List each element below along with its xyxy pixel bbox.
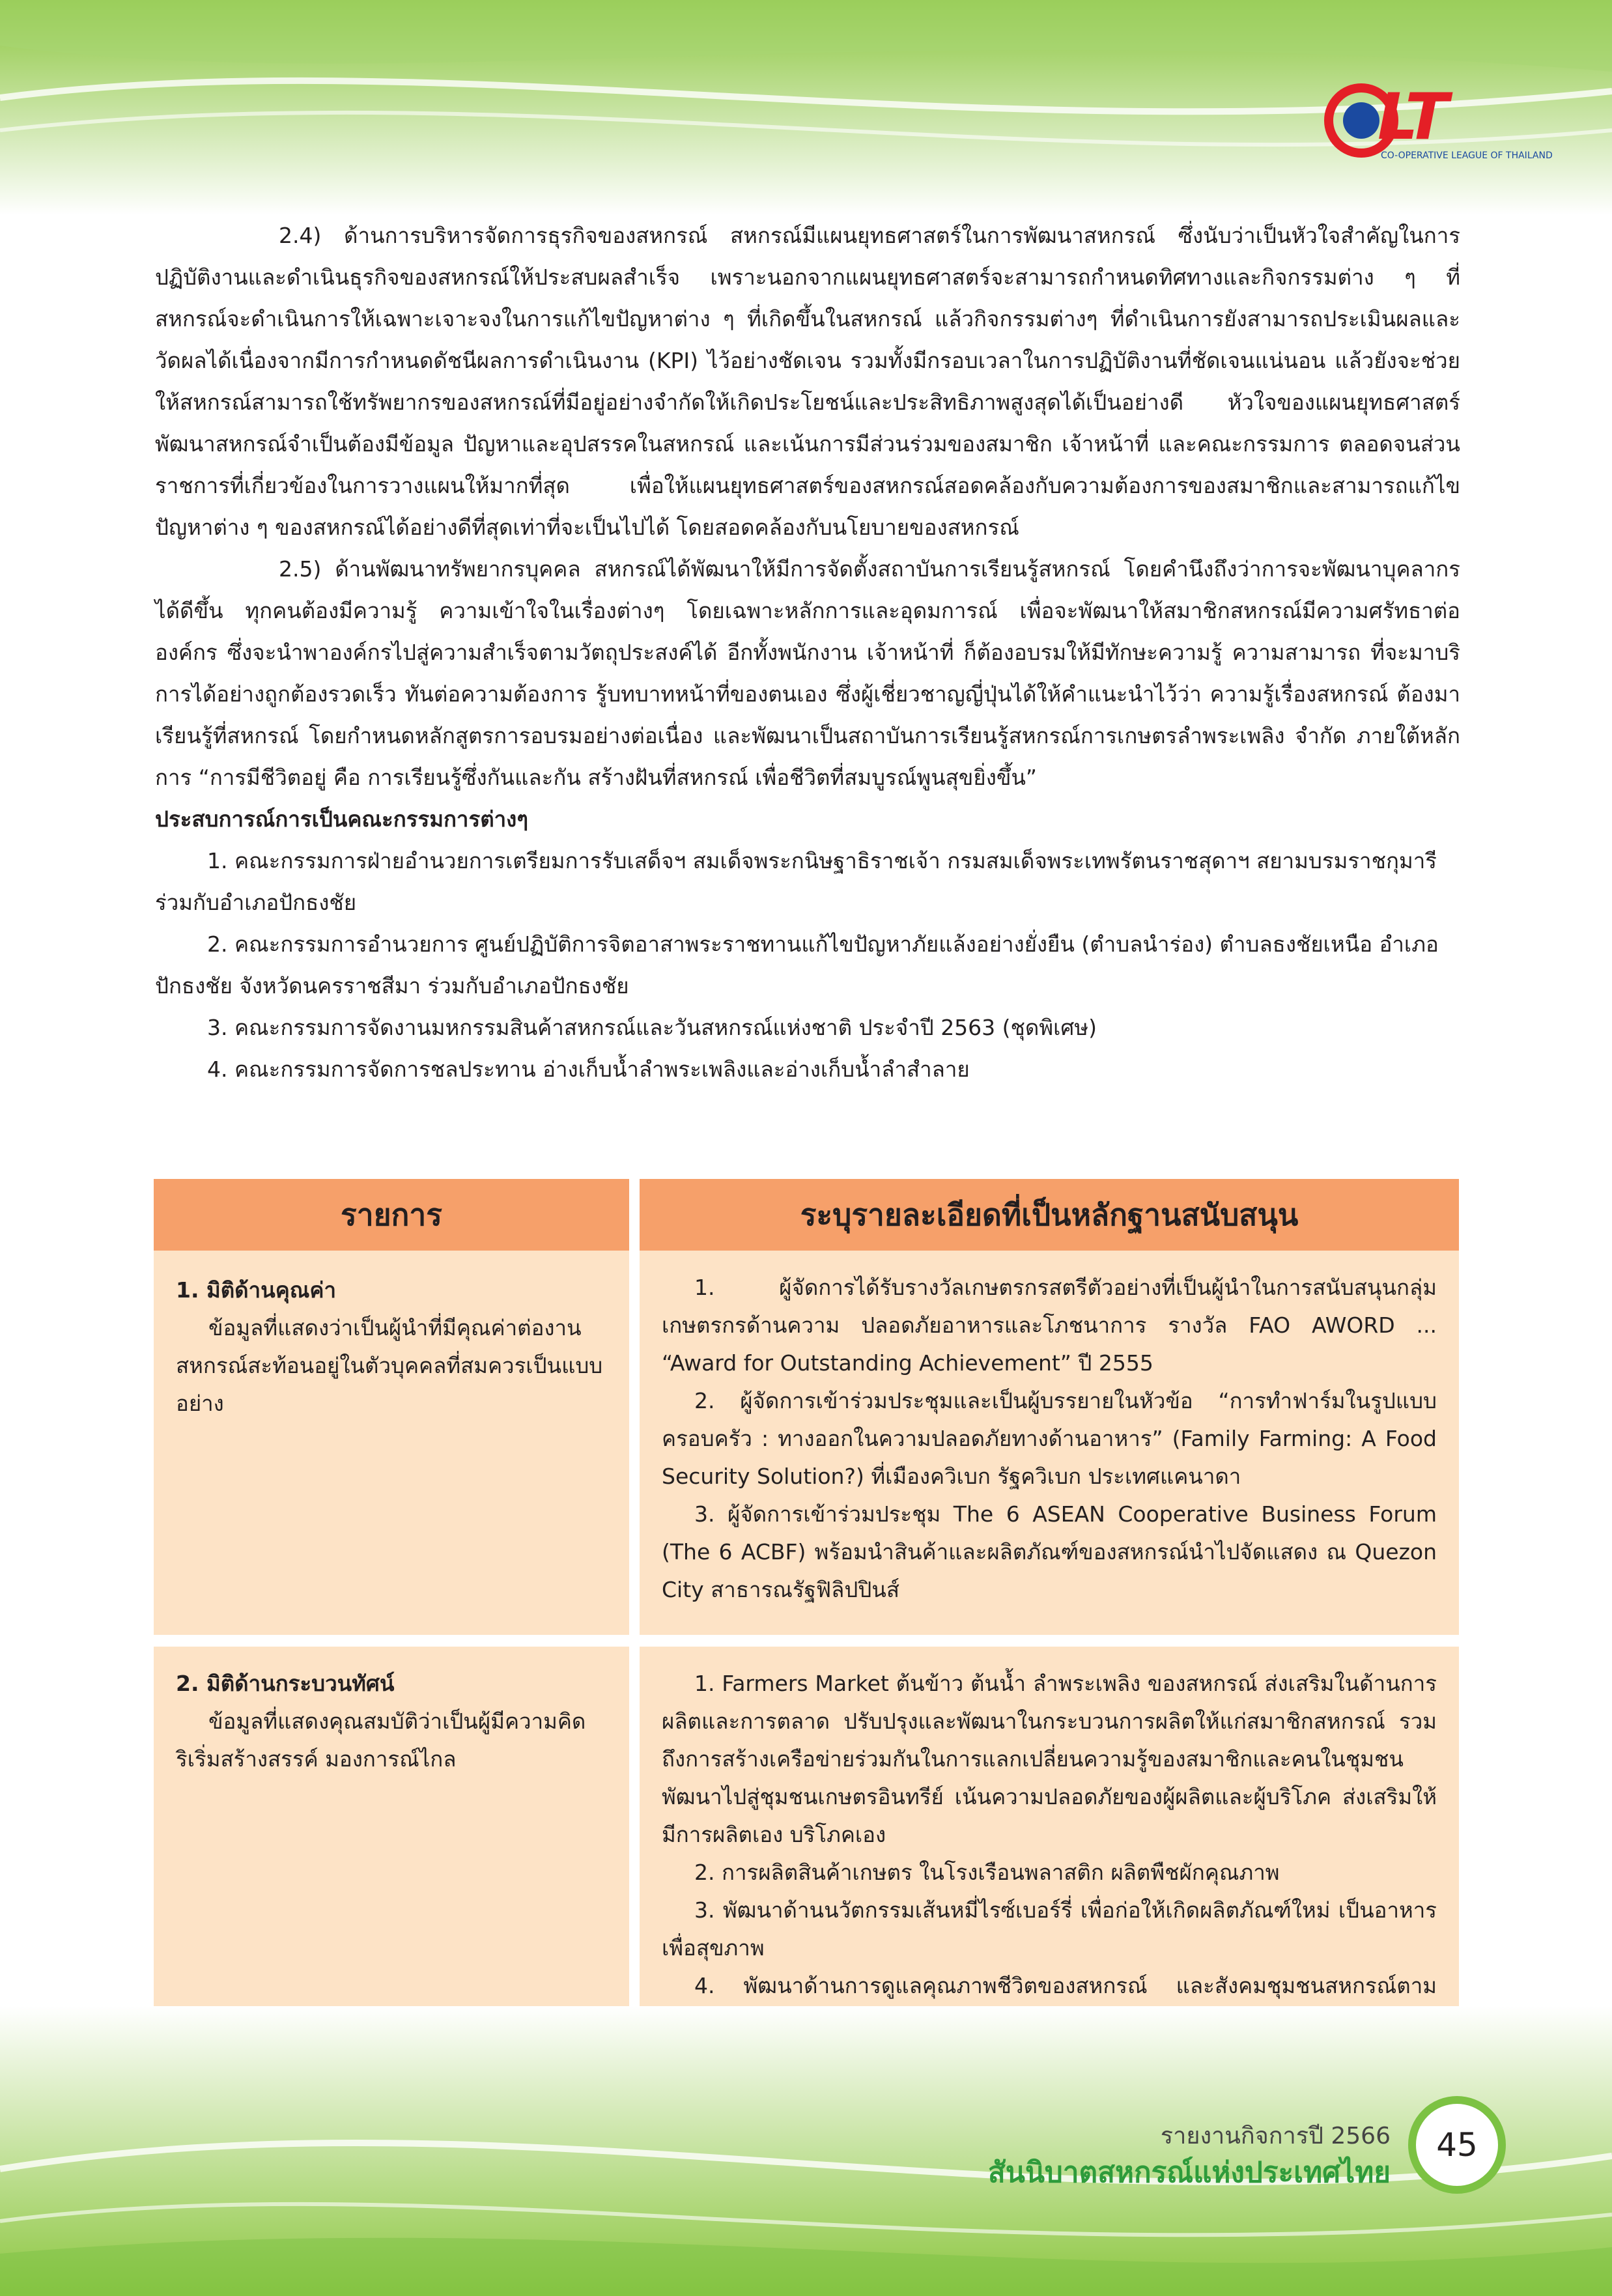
paragraph-2-4: 2.4) ด้านการบริหารจัดการธุรกิจของสหกรณ์ สหกรณ์มีแผนยุทธศาสตร์ในการพัฒนาสหกรณ์ ซึ่งนับว่าเป็นหัวใจสำคัญในการปฏิบัติงานและดำเนินธุรกิจของสหกรณ์ให้ประสบผลสำเร็จ เพราะนอกจากแผนยุทธศาสตร์จะสามารถกำหนดทิศทางและกิจกรรมต่าง ๆ ที่สหกรณ์จะดำเนินการให้เฉพาะเจาะจงในการแก้ไขปัญหาต่าง ๆ ที่เกิดขึ้นในสหกรณ์ แล้วกิจกรรมต่างๆ ที่ดำเนินการยังสามารถประเมินผลและวัดผลได้เนื่องจากมีการกำหนดดัชนีผลการดำเนินงาน (KPI) ไว้อย่างชัดเจน รวมทั้งมีกรอบเวลาในการปฏิบัติงานที่ชัดเจนแน่นอน แล้วยังจะช่วยให้สหกรณ์สามารถใช้ทรัพยากรของสหกรณ์ที่มีอยู่อย่างจำกัดให้เกิดประโยชน์และประสิทธิภาพสูงสุดได้เป็นอย่างดี หัวใจของแผนยุทธศาสตร์พัฒนาสหกรณ์จำเป็นต้องมีข้อมูล ปัญหาและอุปสรรคในสหกรณ์ และเน้นการมีส่วนร่วมของสมาชิก เจ้าหน้าที่ และคณะกรรมการ ตลอดจนส่วนราชการที่เกี่ยวข้องในการวางแผนให้มากที่สุด เพื่อให้แผนยุทธศาสตร์ของสหกรณ์สอดคล้องกับความต้องการของสมาชิกและสามารถแก้ไขปัญหาต่าง ๆ ของสหกรณ์ได้อย่างดีที่สุดเท่าที่จะเป็นไปได้ โดยสอดคล้องกับนโยบายของสหกรณ์ xyxy=(155,223,1460,540)
row-title: 1. มิติด้านคุณค่า xyxy=(176,1277,336,1303)
evidence-table xyxy=(154,1179,1459,2084)
committee-item: 2. คณะกรรมการอำนวยการ ศูนย์ปฏิบัติการจิตอาสาพระราชทานแก้ไขปัญหาภัยแล้งอย่างยั่งยืน (ตำบลนำร่อง) ตำบลธงชัยเหนือ อำเภอปักธงชัย จังหวัดนครราชสีมา ร่วมกับอำเภอปักธงชัย xyxy=(155,931,1439,999)
committee-item: 3. คณะกรรมการจัดงานมหกรรมสินค้าสหกรณ์และวันสหกรณ์แห่งชาติ ประจำปี 2563 (ชุดพิเศษ) xyxy=(207,1015,1097,1040)
row-title: 2. มิติด้านกระบวนทัศน์ xyxy=(176,1671,395,1696)
evidence-item: 3. ผู้จัดการเข้าร่วมประชุม The 6 ASEAN Cooperative Business Forum (The 6 ACBF) พร้อมนำสินค้าและผลิตภัณฑ์ของสหกรณ์นำไปจัดแสดง ณ Quezon City สาธารณรัฐฟิลิปปินส์ xyxy=(662,1501,1437,1602)
committee-item: 4. คณะกรรมการจัดการชลประทาน อ่างเก็บน้ำลำพระเพลิงและอ่างเก็บน้ำลำสำลาย xyxy=(207,1056,970,1082)
footer-report-year: รายงานกิจการปี 2566 xyxy=(1160,2123,1391,2149)
committee-item: 1. คณะกรรมการฝ่ายอำนวยการเตรียมการรับเสด็จฯ สมเด็จพระกนิษฐาธิราชเจ้า กรมสมเด็จพระเทพรัตนราชสุดาฯ สยามบรมราชกุมารี ร่วมกับอำเภอปักธงชัย xyxy=(155,848,1437,915)
evidence-item: 1. Farmers Market ต้นข้าว ต้นน้ำ ลำพระเพลิง ของสหกรณ์ ส่งเสริมในด้านการผลิตและการตลาด ปรับปรุงและพัฒนาในกระบวนการผลิตให้แก่สมาชิกสหกรณ์ รวมถึงการสร้างเครือข่ายร่วมกันในการแลกเปลี่ยนความรู้ของสมาชิกและคนในชุมชนพัฒนาไปสู่ชุมชนเกษตรอินทรีย์ เน้นความปลอดภัยของผู้ผลิตและผู้บริโภค ส่งเสริมให้มีการผลิตเอง บริโภคเอง xyxy=(662,1671,1437,1847)
evidence-item: 4. พัฒนาด้านการดูแลคุณภาพชีวิตของสหกรณ์ และสังคมชุมชนสหกรณ์ตาม xyxy=(694,1973,1437,1998)
clt-logo xyxy=(1322,80,1553,173)
committee-heading: ประสบการณ์การเป็นคณะกรรมการต่างๆ xyxy=(155,806,528,832)
evidence-item: 2. การผลิตสินค้าเกษตร ในโรงเรือนพลาสติก ผลิตพืชผักคุณภาพ xyxy=(694,1860,1280,1885)
evidence-item: 2. ผู้จัดการเข้าร่วมประชุมและเป็นผู้บรรยายในหัวข้อ “การทำฟาร์มในรูปแบบครอบครัว : ทางออกในความปลอดภัยทางด้านอาหาร” (Family Farming: A Food Security Solution?) ที่เมืองควิเบก รัฐควิเบก ประเทศแคนาดา xyxy=(662,1388,1437,1489)
row-description: ข้อมูลที่แสดงว่าเป็นผู้นำที่มีคุณค่าต่องานสหกรณ์สะท้อนอยู่ในตัวบุคคลที่สมควรเป็นแบบอย่าง xyxy=(176,1315,603,1416)
main-content xyxy=(155,215,1460,1090)
evidence-item: 1. ผู้จัดการได้รับรางวัลเกษตรกรสตรีตัวอย่างที่เป็นผู้นำในการสนับสนุนกลุ่มเกษตรกรด้านความ ปลอดภัยอาหารและโภชนาการ รางวัล FAO AWORD ... “Award for Outstanding Achievement” ปี 2555 xyxy=(662,1275,1437,1376)
paragraph-2-5: 2.5) ด้านพัฒนาทรัพยากรบุคคล สหกรณ์ได้พัฒนาให้มีการจัดตั้งสถาบันการเรียนรู้สหกรณ์ โดยคำนึงถึงว่าการจะพัฒนาบุคลากรได้ดีขึ้น ทุกคนต้องมีความรู้ ความเข้าใจในเรื่องต่างๆ โดยเฉพาะหลักการและอุดมการณ์ เพื่อจะพัฒนาให้สมาชิกสหกรณ์มีความศรัทธาต่อองค์กร ซึ่งจะนำพาองค์กรไปสู่ความสำเร็จตามวัตถุประสงค์ได้ อีกทั้งพนักงาน เจ้าหน้าที่ ก็ต้องอบรมให้มีทักษะความรู้ ความสามารถ ที่จะมาบริการได้อย่างถูกต้องรวดเร็ว ทันต่อความต้องการ รู้บทบาทหน้าที่ของตนเอง ซึ่งผู้เชี่ยวชาญญี่ปุ่นได้ให้คำแนะนำไว้ว่า ความรู้เรื่องสหกรณ์ ต้องมาเรียนรู้ที่สหกรณ์ โดยกำหนดหลักสูตรการอบรมอย่างต่อเนื่อง และพัฒนาเป็นสถาบันการเรียนรู้สหกรณ์การเกษตรลำพระเพลิง จำกัด ภายใต้หลักการ “การมีชีวิตอยู่ คือ การเรียนรู้ซึ่งกันและกัน สร้างฝันที่สหกรณ์ เพื่อชีวิตที่สมบูรณ์พูนสุขยิ่งขึ้น” xyxy=(155,556,1460,790)
logo-subtitle: CO-OPERATIVE LEAGUE OF THAILAND xyxy=(1381,150,1553,161)
table-row-1-item xyxy=(154,1251,629,1635)
row-description: ข้อมูลที่แสดงคุณสมบัติว่าเป็นผู้มีความคิดริเริ่มสร้างสรรค์ มองการณ์ไกล xyxy=(176,1708,586,1772)
logo-text: LT xyxy=(1378,80,1447,154)
page-number: 45 xyxy=(1408,2096,1506,2194)
table-header-evidence: ระบุรายละเอียดที่เป็นหลักฐานสนับสนุน xyxy=(640,1179,1459,1251)
table-header-item: รายการ xyxy=(154,1179,629,1251)
footer-organization: สันนิบาตสหกรณ์แห่งประเทศไทย xyxy=(987,2156,1391,2189)
table-row-1-evidence xyxy=(640,1251,1459,1635)
evidence-item: 3. พัฒนาด้านนวัตกรรมเส้นหมี่ไรซ์เบอร์รี่ เพื่อก่อให้เกิดผลิตภัณฑ์ใหม่ เป็นอาหารเพื่อสุขภาพ xyxy=(662,1897,1437,1961)
